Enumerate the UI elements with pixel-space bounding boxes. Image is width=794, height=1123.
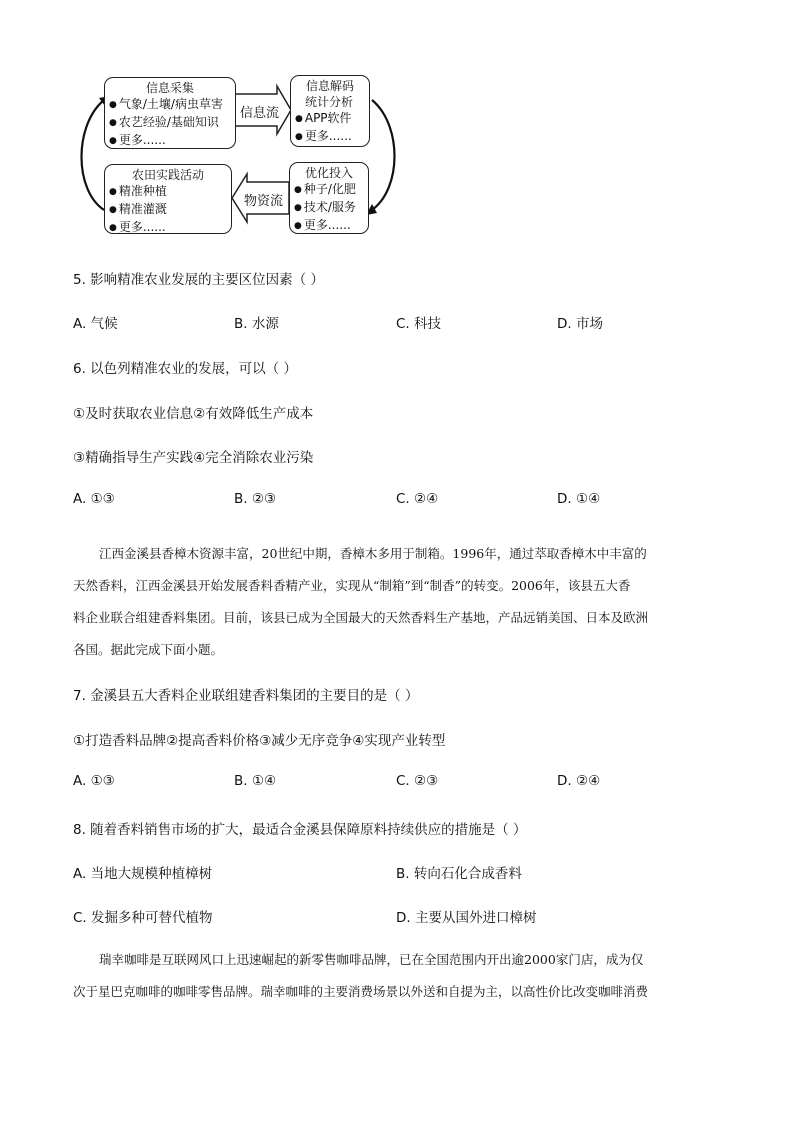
- passage-coffee: [73, 944, 723, 1008]
- question-5-option-b: B. 水源: [234, 316, 279, 332]
- info-decode-item: ● 更多......: [295, 128, 365, 146]
- question-7-option-b: B. ①④: [234, 773, 277, 789]
- info-collect-item: ● 更多......: [109, 132, 231, 150]
- question-8-option-c: C. 发掘多种可替代植物: [73, 910, 213, 926]
- passage-line: 料企业联合组建香料集团。目前，该县已成为全国最大的天然香料生产基地，产品远销美国、日本及欧洲: [73, 610, 649, 625]
- question-6-option-b: B. ②③: [234, 491, 277, 507]
- optimize-input-item: ● 更多......: [294, 217, 364, 235]
- question-8-option-a: A. 当地大规模种植樟树: [73, 866, 213, 882]
- question-8-option-d: D. 主要从国外进口樟树: [396, 910, 537, 926]
- farm-practice-item: ● 更多......: [109, 219, 227, 237]
- info-decode-item: 统计分析: [305, 95, 354, 109]
- farm-practice-item: ● 精准灌溉: [109, 201, 227, 219]
- farm-practice-box: [104, 164, 232, 234]
- question-5-option-d: D. 市场: [557, 316, 603, 332]
- question-7-option-d: D. ②④: [557, 773, 601, 789]
- question-7-statement: ①打造香料品牌②提高香料价格③减少无序竞争④实现产业转型: [73, 733, 446, 749]
- question-7-stem: 7. 金溪县五大香料企业联组建香料集团的主要目的是（ ）: [73, 688, 419, 704]
- info-decode-title: 信息解码: [305, 79, 354, 93]
- question-6-statement: ①及时获取农业信息②有效降低生产成本: [73, 406, 314, 422]
- passage-line: 天然香料，江西金溪县开始发展香料香精产业，实现从“制箱”到“制香”的转变。2006年，该县五大香: [73, 578, 631, 593]
- precision-agriculture-diagram: [72, 70, 412, 240]
- question-8-option-b: B. 转向石化合成香料: [396, 866, 522, 882]
- info-collect-item: ● 气象/土壤/病虫草害: [109, 96, 231, 114]
- question-6-option-a: A. ①③: [73, 491, 115, 507]
- passage-line: 瑞幸咖啡是互联网风口上迅速崛起的新零售咖啡品牌，已在全国范围内开出逾2000家门店，成为仅: [99, 952, 644, 967]
- optimize-input-title: 优化投入: [304, 166, 353, 180]
- passage-line: 江西金溪县香樟木资源丰富，20世纪中期，香樟木多用于制箱。1996年，通过萃取香樟木中丰富的: [99, 546, 647, 561]
- info-decode-item: ● APP软件: [295, 110, 365, 128]
- question-7-option-a: A. ①③: [73, 773, 115, 789]
- question-6-statement: ③精确指导生产实践④完全消除农业污染: [73, 450, 314, 466]
- right-cycle-arrow: [372, 100, 395, 210]
- question-7-option-c: C. ②③: [396, 773, 439, 789]
- farm-practice-item: ● 精准种植: [109, 183, 227, 201]
- optimize-input-box: [289, 162, 369, 234]
- question-8-stem: 8. 随着香料销售市场的扩大，最适合金溪县保障原料持续供应的措施是（ ）: [73, 822, 527, 838]
- info-collect-box: [104, 77, 236, 149]
- question-5-option-c: C. 科技: [396, 316, 442, 332]
- question-6-option-d: D. ①④: [557, 491, 601, 507]
- passage-line: 各国。据此完成下面小题。: [73, 642, 224, 657]
- info-decode-box: [290, 75, 370, 147]
- passage-camphor: [73, 538, 723, 666]
- info-collect-title: 信息采集: [145, 81, 194, 95]
- question-6-stem: 6. 以色列精准农业的发展，可以（ ）: [73, 361, 297, 377]
- passage-line: 次于星巴克咖啡的咖啡零售品牌。瑞幸咖啡的主要消费场景以外送和自提为主，以高性价比改变咖啡消费: [73, 984, 649, 999]
- left-cycle-arrow: [82, 100, 105, 210]
- optimize-input-item: ● 种子/化肥: [294, 181, 364, 199]
- question-5-stem: 5. 影响精准农业发展的主要区位因素（ ）: [73, 272, 324, 288]
- info-collect-item: ● 农艺经验/基础知识: [109, 114, 231, 132]
- question-6-option-c: C. ②④: [396, 491, 439, 507]
- optimize-input-item: ● 技术/服务: [294, 199, 364, 217]
- info-flow-label: 信息流: [240, 106, 280, 121]
- question-5-option-a: A. 气候: [73, 316, 118, 332]
- farm-practice-title: 农田实践活动: [131, 168, 204, 182]
- material-flow-label: 物资流: [244, 194, 284, 209]
